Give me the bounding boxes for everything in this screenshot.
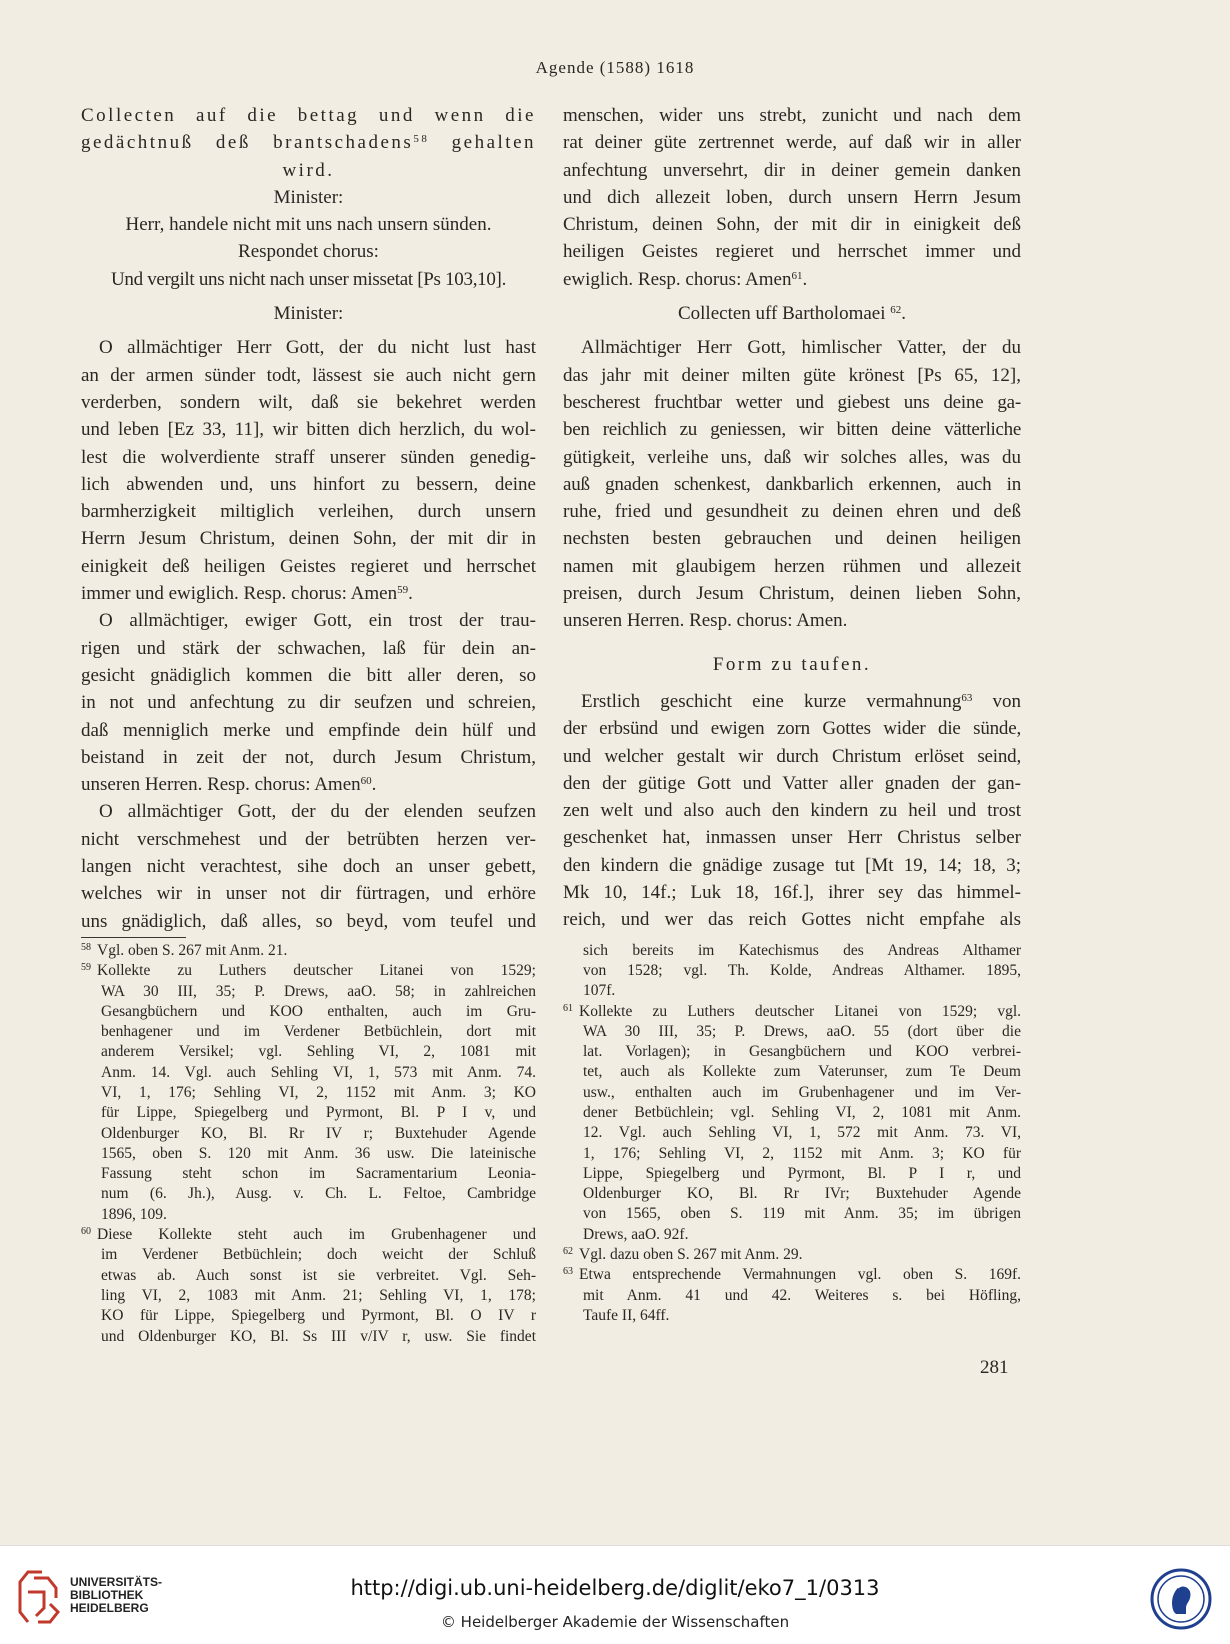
- footnote-line: 107f.: [583, 982, 616, 1000]
- footnote-line: lat. Vorlagen); in Gesangbüchern und KOO verbrei-: [583, 1043, 1021, 1061]
- text-line: unseren Herren. Resp. chorus: Amen.: [563, 610, 848, 632]
- collect-heading-line-2: gedächtnuß deß brantschadens$^{58}$ gehalten: [81, 132, 537, 154]
- footnote-line: Oldenburger KO, Bl. Rr IV r; Buxtehuder Agende: [101, 1124, 536, 1142]
- footnote-line: anderem Versikel; vgl. Sehling VI, 2, 1081 mit: [101, 1043, 536, 1061]
- text-line: O allmächtiger Gott, der du der elenden seufzen: [99, 801, 536, 823]
- text-line: welches wir in unser not dir fürtragen, und erhöre: [81, 883, 536, 905]
- text-line: Herrn Jesum Christum, deinen Sohn, der mit dir in: [81, 528, 536, 550]
- text-line: das jahr mit deiner milten güte krönest [Ps 65, 12],: [563, 364, 1021, 386]
- section-heading: Form zu taufen.: [712, 653, 872, 675]
- footnote-line: sich bereits im Katechismus des Andreas Althamer: [583, 941, 1021, 959]
- footnote-line: $^{63}$ Etwa entsprechende Vermahnungen vgl. oben S. 169f.: [563, 1266, 1021, 1284]
- footnote-line: $^{59}$ Kollekte zu Luthers deutscher Litanei von 1529;: [81, 962, 536, 980]
- prayer-paragraph-2: [81, 607, 536, 798]
- response-line: Und vergilt uns nicht nach unser missetat [Ps 103,10].: [110, 268, 507, 290]
- text-line: zen welt und also auch den kindern zu heil und trost: [563, 800, 1021, 822]
- text-line: beistand in zeit der not, durch Jesum Christum,: [81, 746, 536, 768]
- footnote-62: [563, 1245, 1021, 1265]
- footnote-line: für Lippe, Spiegelberg und Pyrmont, Bl. P I v, und: [101, 1104, 536, 1122]
- footnote-61: [563, 1002, 1021, 1246]
- prayer-paragraph-bartholomaei: [563, 334, 1021, 634]
- text-line: O allmächtiger, ewiger Gott, ein trost der trau-: [99, 610, 536, 632]
- text-line: und dich allezeit loben, durch unsern Herrn Jesum: [563, 186, 1021, 208]
- footnote-line: Lippe, Spiegelberg und Pyrmont, Bl. P I r, und: [583, 1164, 1021, 1182]
- footnote-line: $^{60}$ Diese Kollekte steht auch im Grubenhagener und: [81, 1226, 536, 1244]
- right-column: [563, 102, 1021, 1326]
- bartholomaei-heading: Collecten uff Bartholomaei $^{62}$.: [677, 303, 907, 325]
- footnote-ref[interactable]: 60: [360, 775, 372, 788]
- respondet-label: Respondet chorus:: [238, 241, 379, 263]
- page-number: 281: [980, 1357, 1009, 1378]
- text-line: uns gnädiglich, daß alles, so beyd, vom teufel und: [81, 910, 536, 932]
- footnote-line: $^{58}$ Vgl. oben S. 267 mit Anm. 21.: [81, 941, 288, 959]
- text-line: rat deiner güte zertrennet werde, auf daß wir in aller: [563, 132, 1021, 154]
- text-line: an der armen sünder todt, lässest sie auch nicht gern: [81, 364, 536, 386]
- footnote-line: usw., enthalten auch im Grubenhagener und im Ver-: [583, 1083, 1021, 1101]
- text-line: namen mit glaubigem herzen rühmen und allezeit: [563, 555, 1021, 577]
- text-line: und welcher gestalt wir durch Christum erlöset seind,: [563, 745, 1021, 767]
- footnote-line: benhagener und im Verdener Betbüchlein, dort mit: [101, 1023, 536, 1041]
- footnote-line: num (6. Jh.), Ausg. v. Ch. L. Feltoe, Cambridge: [101, 1185, 536, 1203]
- footnote-line: Taufe II, 64ff.: [583, 1306, 670, 1324]
- text-line: den kindern die gnädige zusage tut [Mt 19, 14; 18, 3;: [563, 854, 1021, 876]
- footnote-line: im Verdener Betbüchlein; doch weicht der Schluß: [101, 1246, 536, 1264]
- text-line: bescherest fruchtbar wetter und giebest uns deine ga-: [563, 391, 1021, 413]
- text-line: in not und anfechtung zu dir seufzen und schreien,: [81, 692, 536, 714]
- text-line: preisen, durch Jesum Christum, deinen lieben Sohn,: [563, 583, 1021, 605]
- footnote-line: und Oldenburger KO, Bl. Ss III v/IV r, usw. Sie findet: [101, 1327, 536, 1345]
- text-line: geschenket hat, inmassen unser Herr Christus selber: [563, 827, 1021, 849]
- footnote-59: [81, 961, 536, 1225]
- footnote-ref[interactable]: 62: [890, 304, 902, 317]
- footnote-60-continued: [563, 941, 1021, 1002]
- text-line: verderben, sondern wilt, daß sie bekehret werden: [81, 391, 536, 413]
- text-line: reich, und wer das reich Gottes nicht empfahe als: [563, 909, 1021, 931]
- footnote-ref[interactable]: 61: [791, 269, 803, 282]
- footnote-ref[interactable]: 59: [397, 584, 409, 597]
- footnote-line: KO für Lippe, Spiegelberg und Pyrmont, Bl. O IV r: [101, 1307, 536, 1325]
- copyright-notice: © Heidelberger Akademie der Wissenschaften: [440, 1613, 790, 1631]
- footnote-line: 12. Vgl. auch Sehling VI, 1, 572 mit Anm. 73. VI,: [583, 1124, 1021, 1142]
- text-line: und leben [Ez 33, 11], wir bitten dich herzlich, du wol-: [81, 419, 536, 441]
- footnote-line: mit Anm. 41 und 42. Weiteres s. bei Höfling,: [583, 1286, 1021, 1304]
- footnote-line: $^{61}$ Kollekte zu Luthers deutscher Litanei von 1529; vgl.: [563, 1002, 1021, 1020]
- footnote-line: Fassung steht schon im Sacramentarium Leonia-: [101, 1165, 536, 1183]
- footnote-line: 1896, 109.: [101, 1205, 167, 1223]
- text-line: nicht verschmehest und der betrübten herzen ver-: [81, 828, 536, 850]
- footnote-line: von 1565, oben S. 119 mit Anm. 35; im übrigen: [583, 1205, 1021, 1223]
- footnote-line: $^{62}$ Vgl. dazu oben S. 267 mit Anm. 29.: [563, 1246, 803, 1264]
- footnote-line: etwas ab. Auch sonst ist sie verbreitet. Vgl. Seh-: [101, 1266, 536, 1284]
- footnote-line: Gesangbüchern und KOO enthalten, auch im Gru-: [101, 1002, 536, 1020]
- academy-seal-icon: [1150, 1568, 1212, 1630]
- footnote-line: WA 30 III, 35; P. Drews, aaO. 55 (dort über die: [583, 1022, 1021, 1040]
- footnote-line: 1565, oben S. 120 mit Anm. 36 usw. Die lateinische: [101, 1144, 536, 1162]
- text-line: Christum, deinen Sohn, der mit dir in einigkeit deß: [563, 214, 1021, 236]
- library-name: UNIVERSITÄTS- BIBLIOTHEK HEIDELBERG: [70, 1575, 163, 1615]
- prayer-paragraph-1: [81, 334, 536, 607]
- footnote-line: WA 30 III, 35; P. Drews, aaO. 58; in zahlreichen: [101, 982, 536, 1000]
- footnote-ref[interactable]: 58: [413, 133, 430, 146]
- text-line: auß gnaden schenkest, dankbarlich erkennen, auch in: [563, 473, 1021, 495]
- text-line: gesicht gnädiglich kommen die bitt aller deren, so: [81, 664, 536, 686]
- footnote-line: dener Betbüchlein; vgl. Sehling VI, 2, 1081 mit Anm.: [583, 1103, 1021, 1121]
- text-line: anfechtung unversehrt, dir in deiner gemein danken: [563, 159, 1021, 181]
- footnote-rule: [81, 937, 186, 938]
- prayer-continuation: [563, 102, 1021, 293]
- text-line: lest die wolverdiente straff unserer sünden genedig-: [81, 446, 536, 468]
- footnote-line: von 1528; vgl. Th. Kolde, Andreas Althamer. 1895,: [583, 961, 1021, 979]
- text-line: unseren Herren. Resp. chorus: Amen$^{60}$.: [81, 774, 377, 796]
- text-line: ruhe, fried und gesundheit zu deinen ehren und deß: [563, 501, 1021, 523]
- footnote-line: tet, auch als Kollekte zum Vaterunser, zum Te Deum: [583, 1063, 1021, 1081]
- text-line: Mk 10, 14f.; Luk 18, 16f.], ihrer sey das himmel-: [563, 882, 1021, 904]
- footnote-line: VI, 1, 176; Sehling VI, 2, 1152 mit Anm. 3; KO: [101, 1083, 536, 1101]
- text-line: heiligen Geistes regieret und herrschet immer und: [563, 241, 1021, 263]
- text-line: den der gütige Gott und Vatter aller gnaden der gan-: [563, 772, 1021, 794]
- left-column: [81, 102, 536, 1347]
- minister-label: Minister:: [273, 303, 344, 325]
- text-line: lich abwenden und, uns hinfort zu bessern, deine: [81, 473, 536, 495]
- footnote-line: Oldenburger KO, Bl. Rr IVr; Buxtehuder Agende: [583, 1185, 1021, 1203]
- text-line: ewiglich. Resp. chorus: Amen$^{61}$.: [563, 268, 808, 290]
- footnote-63: [563, 1265, 1021, 1326]
- footnote-ref[interactable]: 63: [961, 691, 973, 704]
- footnote-58: [81, 941, 536, 961]
- footnote-line: Anm. 14. Vgl. auch Sehling VI, 1, 573 mit Anm. 74.: [101, 1063, 536, 1081]
- collect-heading-line-1: Collecten auf die bettag und wenn die: [81, 105, 536, 126]
- text-line: einigkeit deß heiligen Geistes regieret und herrschet: [81, 555, 536, 577]
- baptism-paragraph: [563, 688, 1021, 934]
- text-line: Erstlich geschicht eine kurze vermahnung$^{63}$ von: [581, 690, 1021, 712]
- text-line: ben reichlich zu geniessen, wir bitten deine vätterliche: [563, 419, 1021, 441]
- versicle-line: Herr, handele nicht mit uns nach unsern sünden.: [125, 214, 492, 236]
- prayer-paragraph-3: [81, 798, 536, 934]
- footnote-line: ling VI, 2, 1083 mit Anm. 21; Sehling VI, 1, 178;: [101, 1286, 536, 1304]
- text-line: immer und ewiglich. Resp. chorus: Amen$^{59}$.: [81, 583, 413, 605]
- footnote-line: Drews, aaO. 92f.: [583, 1225, 689, 1243]
- viewer-footer: [0, 1545, 1230, 1644]
- text-line: O allmächtiger Herr Gott, der du nicht lust hast: [99, 337, 536, 359]
- text-line: menschen, wider uns strebt, zunicht und nach dem: [563, 105, 1021, 126]
- running-head: Agende (1588) 1618: [535, 58, 695, 77]
- text-line: rigen und stärk der schwachen, laß für dein an-: [81, 637, 536, 659]
- text-line: gütigkeit, verleihe uns, daß wir solches alles, was du: [563, 446, 1021, 468]
- collect-heading-line-3: wird.: [282, 159, 335, 181]
- text-line: nechsten besten gebrauchen und deinen heiligen: [563, 528, 1021, 550]
- text-line: langen nicht verachtest, sihe doch an unser gebett,: [81, 856, 536, 878]
- footnote-line: 1, 176; Sehling VI, 2, 1152 mit Anm. 3; KO für: [583, 1144, 1021, 1162]
- text-line: Allmächtiger Herr Gott, himlischer Vatter, der du: [581, 337, 1021, 359]
- permalink-url[interactable]: http://digi.ub.uni-heidelberg.de/diglit/eko7_1/0313: [350, 1576, 880, 1600]
- text-line: barmherzigkeit miltiglich verleihen, durch unsern: [81, 501, 536, 523]
- footnote-60: [81, 1225, 536, 1347]
- text-line: der erbsünd und ewigen zorn Gottes wider die sünde,: [563, 718, 1021, 740]
- minister-label: Minister:: [273, 186, 344, 208]
- text-line: daß menniglich merke und empfinde dein hülf und: [81, 719, 536, 741]
